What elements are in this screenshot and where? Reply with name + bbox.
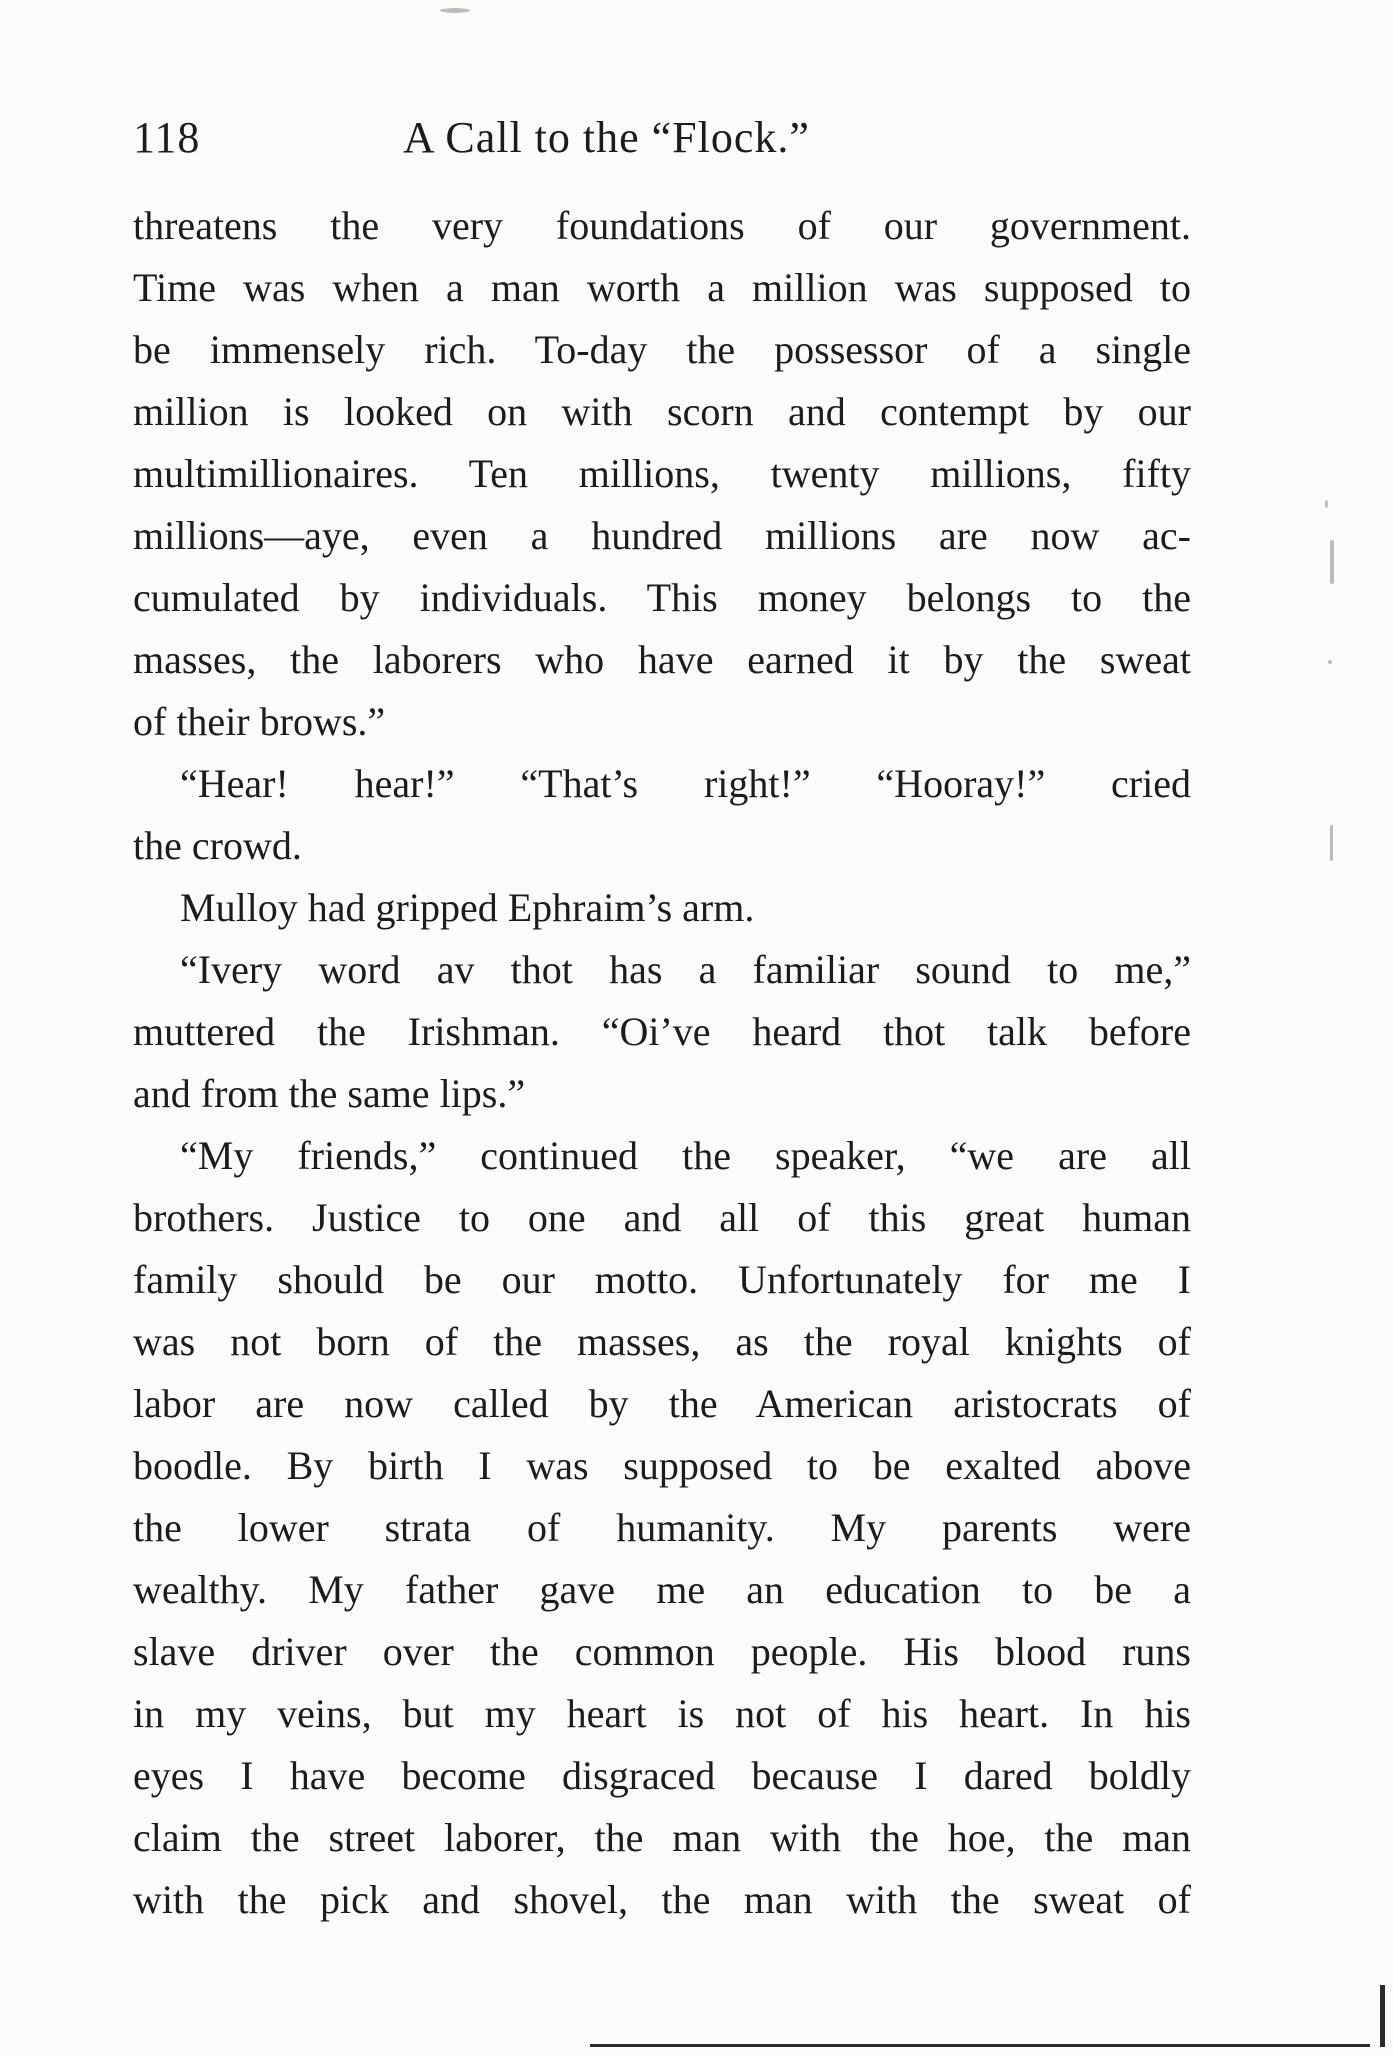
print-speck (1328, 660, 1332, 664)
text-line: brothers. Justice to one and all of this great human (133, 1195, 1191, 1240)
text-line: masses, the laborers who have earned it by the sweat (133, 637, 1191, 682)
text-line: and from the same lips.” (133, 1071, 526, 1116)
text-line: multimillionaires. Ten millions, twenty millions, fifty (133, 451, 1191, 496)
page-edge-shadow (590, 2044, 1370, 2047)
running-head (133, 108, 1193, 168)
text-line: claim the street laborer, the man with the hoe, the man (133, 1815, 1191, 1860)
print-speck (1330, 825, 1333, 861)
text-line: the lower strata of humanity. My parents were (133, 1505, 1191, 1550)
text-line: with the pick and shovel, the man with the sweat of (133, 1877, 1191, 1922)
text-line: labor are now called by the American aristocrats of (133, 1381, 1191, 1426)
text-line: “My friends,” continued the speaker, “we are all (180, 1133, 1191, 1178)
print-speck (1325, 500, 1328, 508)
print-speck (1330, 540, 1334, 584)
text-line: threatens the very foundations of our government. (133, 203, 1191, 248)
text-line: in my veins, but my heart is not of his heart. In his (133, 1691, 1191, 1736)
page-edge-mark (1380, 1985, 1385, 2047)
text-line: the crowd. (133, 823, 302, 868)
text-line: millions—aye, even a hundred millions are now ac- (133, 513, 1191, 558)
body-text (133, 195, 1191, 1931)
text-line: be immensely rich. To-day the possessor of a single (133, 327, 1191, 372)
text-line: Mulloy had gripped Ephraim’s arm. (180, 885, 755, 930)
text-line: wealthy. My father gave me an education to be a (133, 1567, 1191, 1612)
text-line: of their brows.” (133, 699, 386, 744)
text-line: eyes I have become disgraced because I dared boldly (133, 1753, 1191, 1798)
text-line: was not born of the masses, as the royal knights of (133, 1319, 1191, 1364)
text-line: million is looked on with scorn and contempt by our (133, 389, 1191, 434)
page-number: 118 (133, 113, 201, 162)
text-line: Time was when a man worth a million was supposed to (133, 265, 1191, 310)
text-line: boodle. By birth I was supposed to be exalted above (133, 1443, 1191, 1488)
text-line: “Ivery word av thot has a familiar sound to me,” (180, 947, 1191, 992)
text-line: cumulated by individuals. This money belongs to the (133, 575, 1191, 620)
text-line: muttered the Irishman. “Oi’ve heard thot talk before (133, 1009, 1191, 1054)
text-line: slave driver over the common people. His blood runs (133, 1629, 1191, 1674)
text-line: “Hear! hear!” “That’s right!” “Hooray!” cried (180, 761, 1191, 806)
running-title: A Call to the “Flock.” (403, 113, 810, 162)
text-line: family should be our motto. Unfortunately for me I (133, 1257, 1191, 1302)
print-speck (440, 8, 470, 13)
